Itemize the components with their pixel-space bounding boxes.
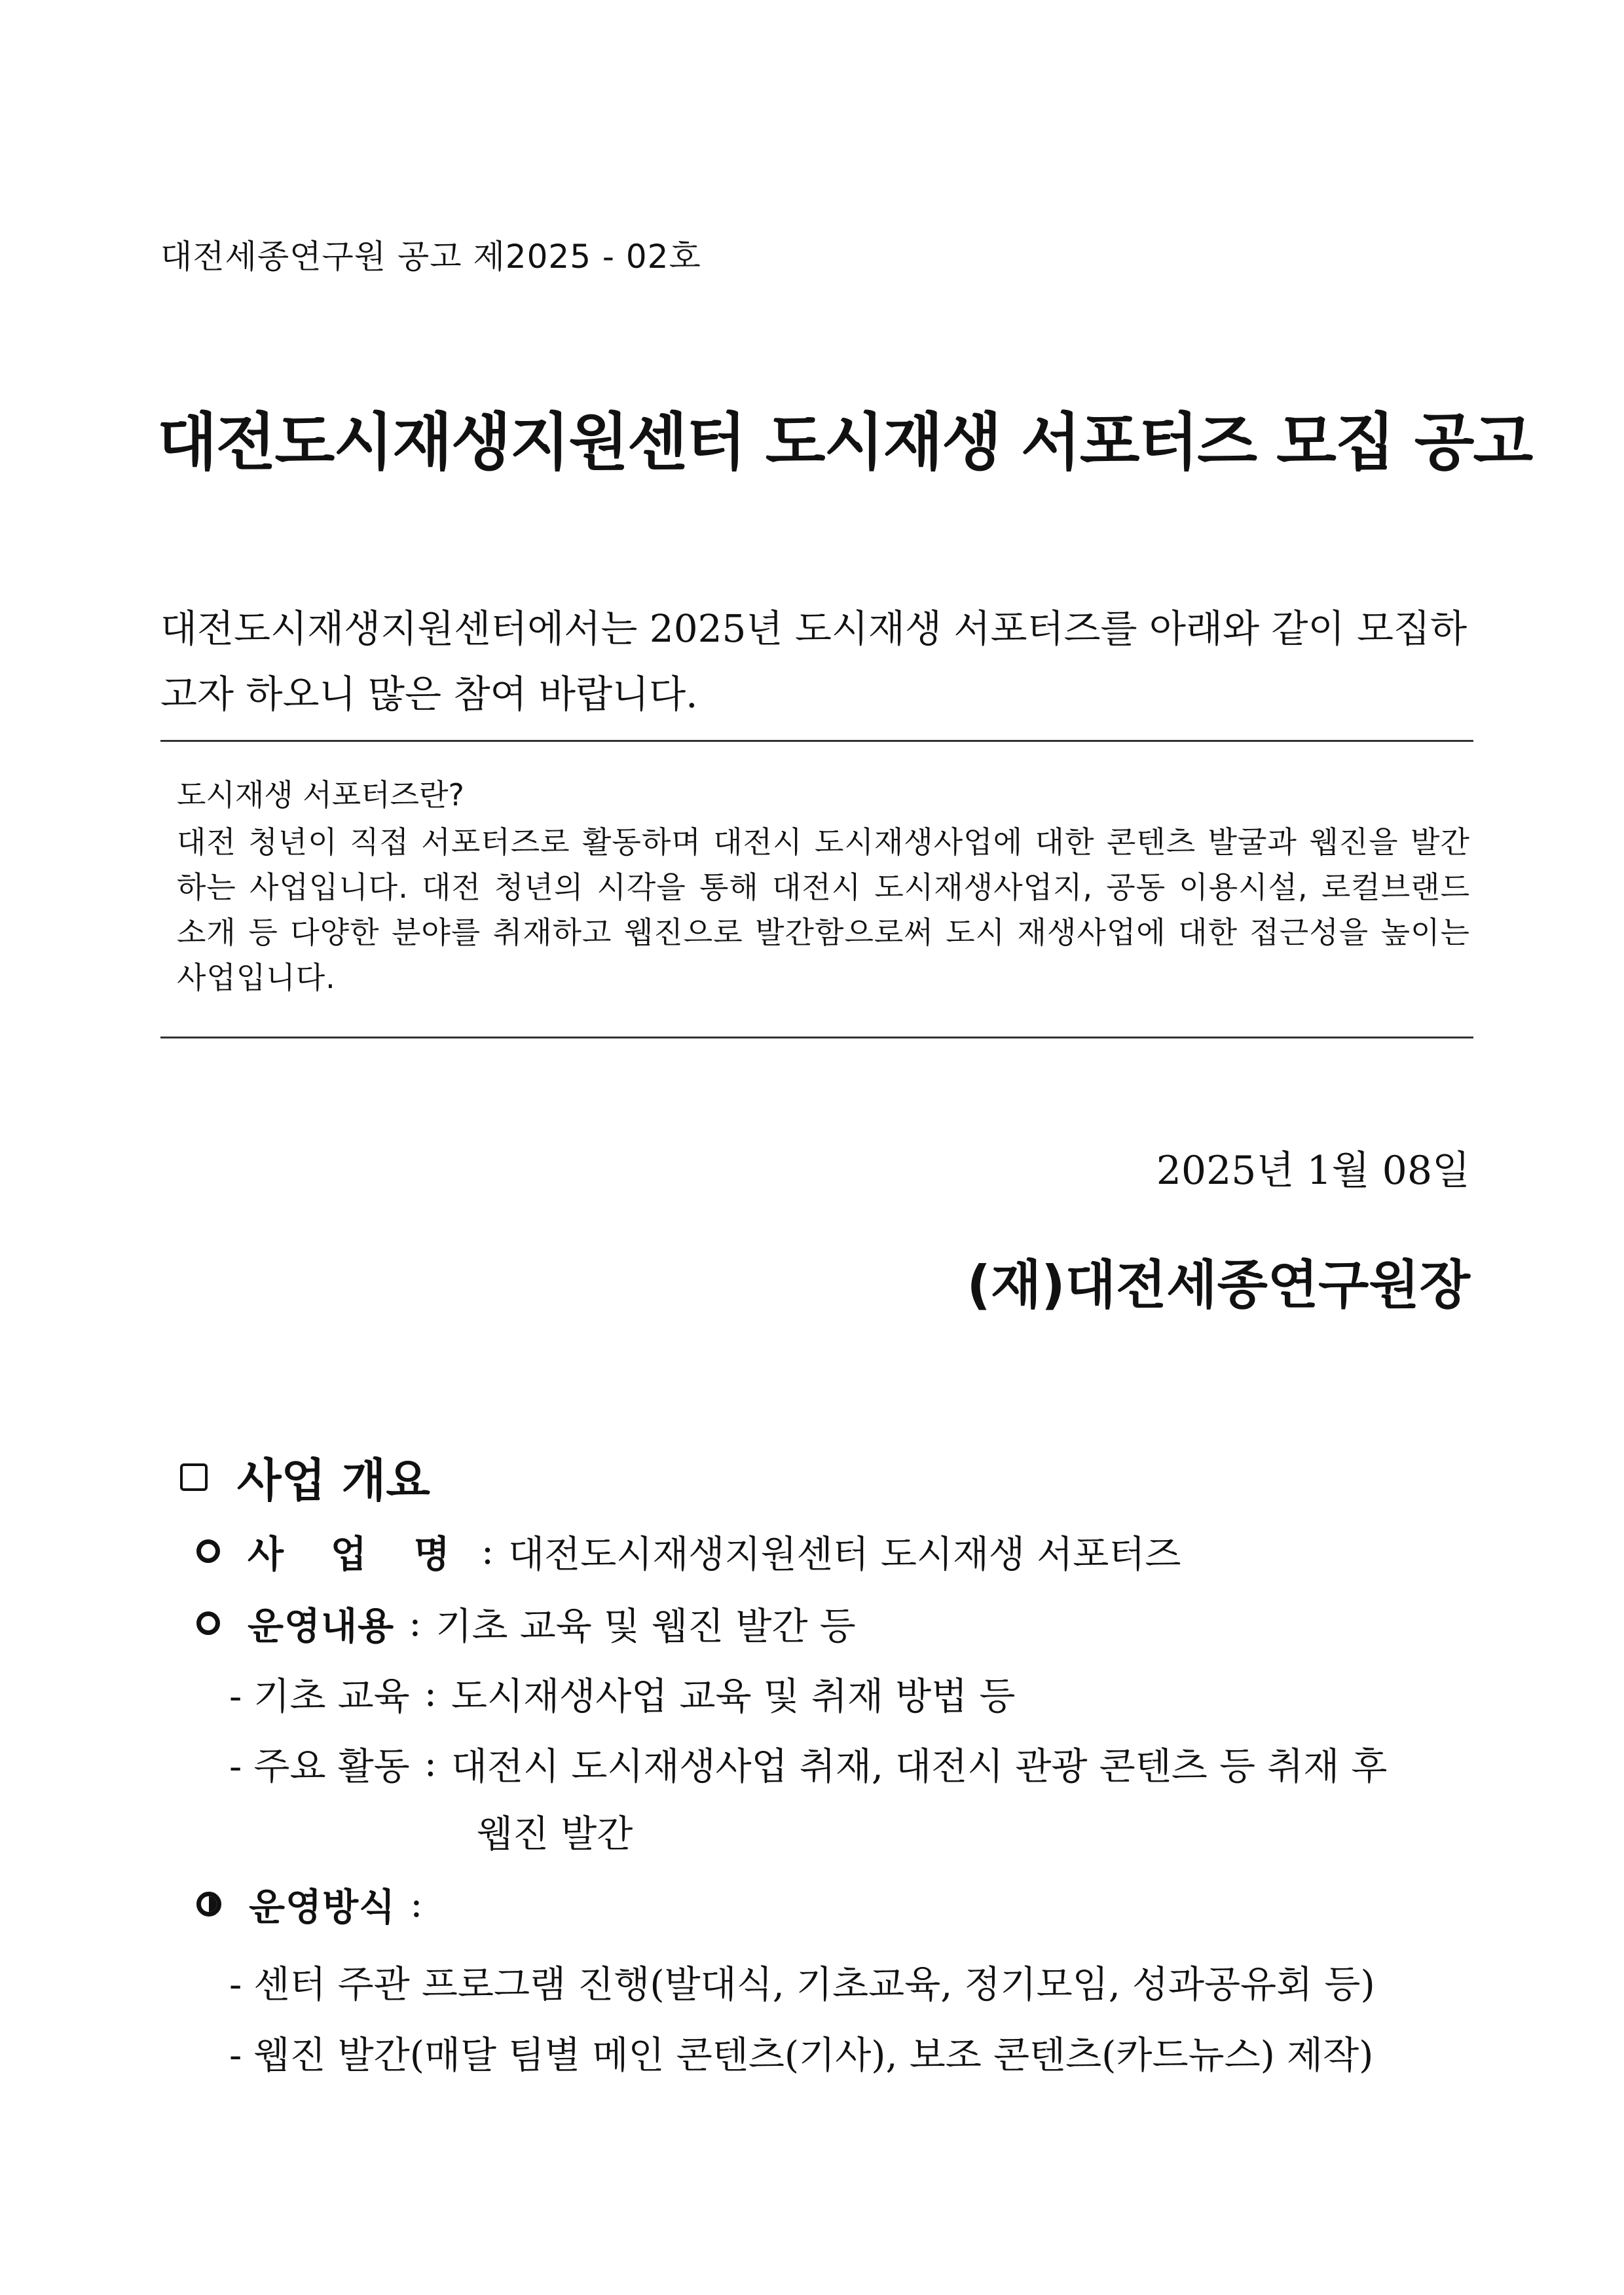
content-item-label: - 기초 교육 <box>229 1675 410 1718</box>
method-sep: : <box>410 1882 423 1926</box>
section-heading <box>180 1444 430 1510</box>
circle-bullet-icon <box>196 1611 220 1635</box>
square-bullet-icon <box>180 1463 208 1491</box>
content-item-continuation: 웹진 발간 <box>477 1812 633 1856</box>
intro-paragraph: 대전도시재생지원센터에서는 2025년 도시재생 서포터즈를 아래와 같이 모집하고자 하오니 많은 참여 바랍니다. <box>160 606 1467 716</box>
info-box-text: 대전 청년이 직접 서포터즈로 활동하며 대전시 도시재생사업에 대한 콘텐츠 발굴과 웹진을 발간하는 사업입니다. 대전 청년의 시각을 통해 대전시 도시재생사업지, 공동 이용시설, 로컬브랜드 소개 등 다양한 분야를 취재하고 웹진으로 발간함으로써 도시 재생사업에 대한 접근성을 높이는 사업입니다. <box>177 824 1470 995</box>
content-item-row <box>229 1666 1015 1720</box>
project-name-row <box>196 1524 1181 1578</box>
circle-bullet-icon <box>196 1539 220 1563</box>
half-filled-circle-bullet-icon <box>196 1892 221 1917</box>
method-item: - 웹진 발간(매달 팀별 메인 콘텐츠(기사), 보조 콘텐츠(카드뉴스) 제작) <box>229 2034 1374 2077</box>
divider-top <box>160 740 1473 742</box>
content-row <box>196 1596 856 1650</box>
content-item-sep: : <box>424 1672 437 1715</box>
content-item-value: 도시재생사업 교육 및 취재 방법 등 <box>451 1675 1016 1718</box>
method-item: - 센터 주관 프로그램 진행(발대식, 기초교육, 정기모임, 성과공유회 등) <box>229 1963 1375 2006</box>
content-item-label: - 주요 활동 <box>229 1745 410 1788</box>
organization-name: (재)대전세종연구원장 <box>967 1255 1470 1315</box>
method-row <box>196 1877 437 1931</box>
project-name-value: 대전도시재생지원센터 도시재생 서포터즈 <box>508 1533 1181 1576</box>
info-box-title: 도시재생 서포터즈란? <box>177 777 464 813</box>
content-label: 운영내용 <box>248 1605 395 1648</box>
section-title: 사업 개요 <box>237 1454 430 1507</box>
content-value: 기초 교육 및 웹진 발간 등 <box>435 1605 856 1648</box>
content-item-value: 대전시 도시재생사업 취재, 대전시 관광 콘텐츠 등 취재 후 <box>451 1745 1388 1788</box>
notice-number: 대전세종연구원 공고 제2025 - 02호 <box>160 238 701 276</box>
divider-bottom <box>160 1037 1473 1038</box>
page-title: 대전도시재생지원센터 도시재생 서포터즈 모집 공고 <box>157 407 1532 479</box>
project-name-sep: : <box>481 1530 494 1573</box>
notice-date: 2025년 1월 08일 <box>1156 1148 1470 1194</box>
method-label: 운영방식 <box>249 1886 396 1929</box>
content-sep: : <box>409 1602 422 1645</box>
content-item-row <box>229 1736 1387 1790</box>
project-name-label: 사 업 명 <box>248 1533 467 1576</box>
content-item-sep: : <box>424 1742 437 1785</box>
